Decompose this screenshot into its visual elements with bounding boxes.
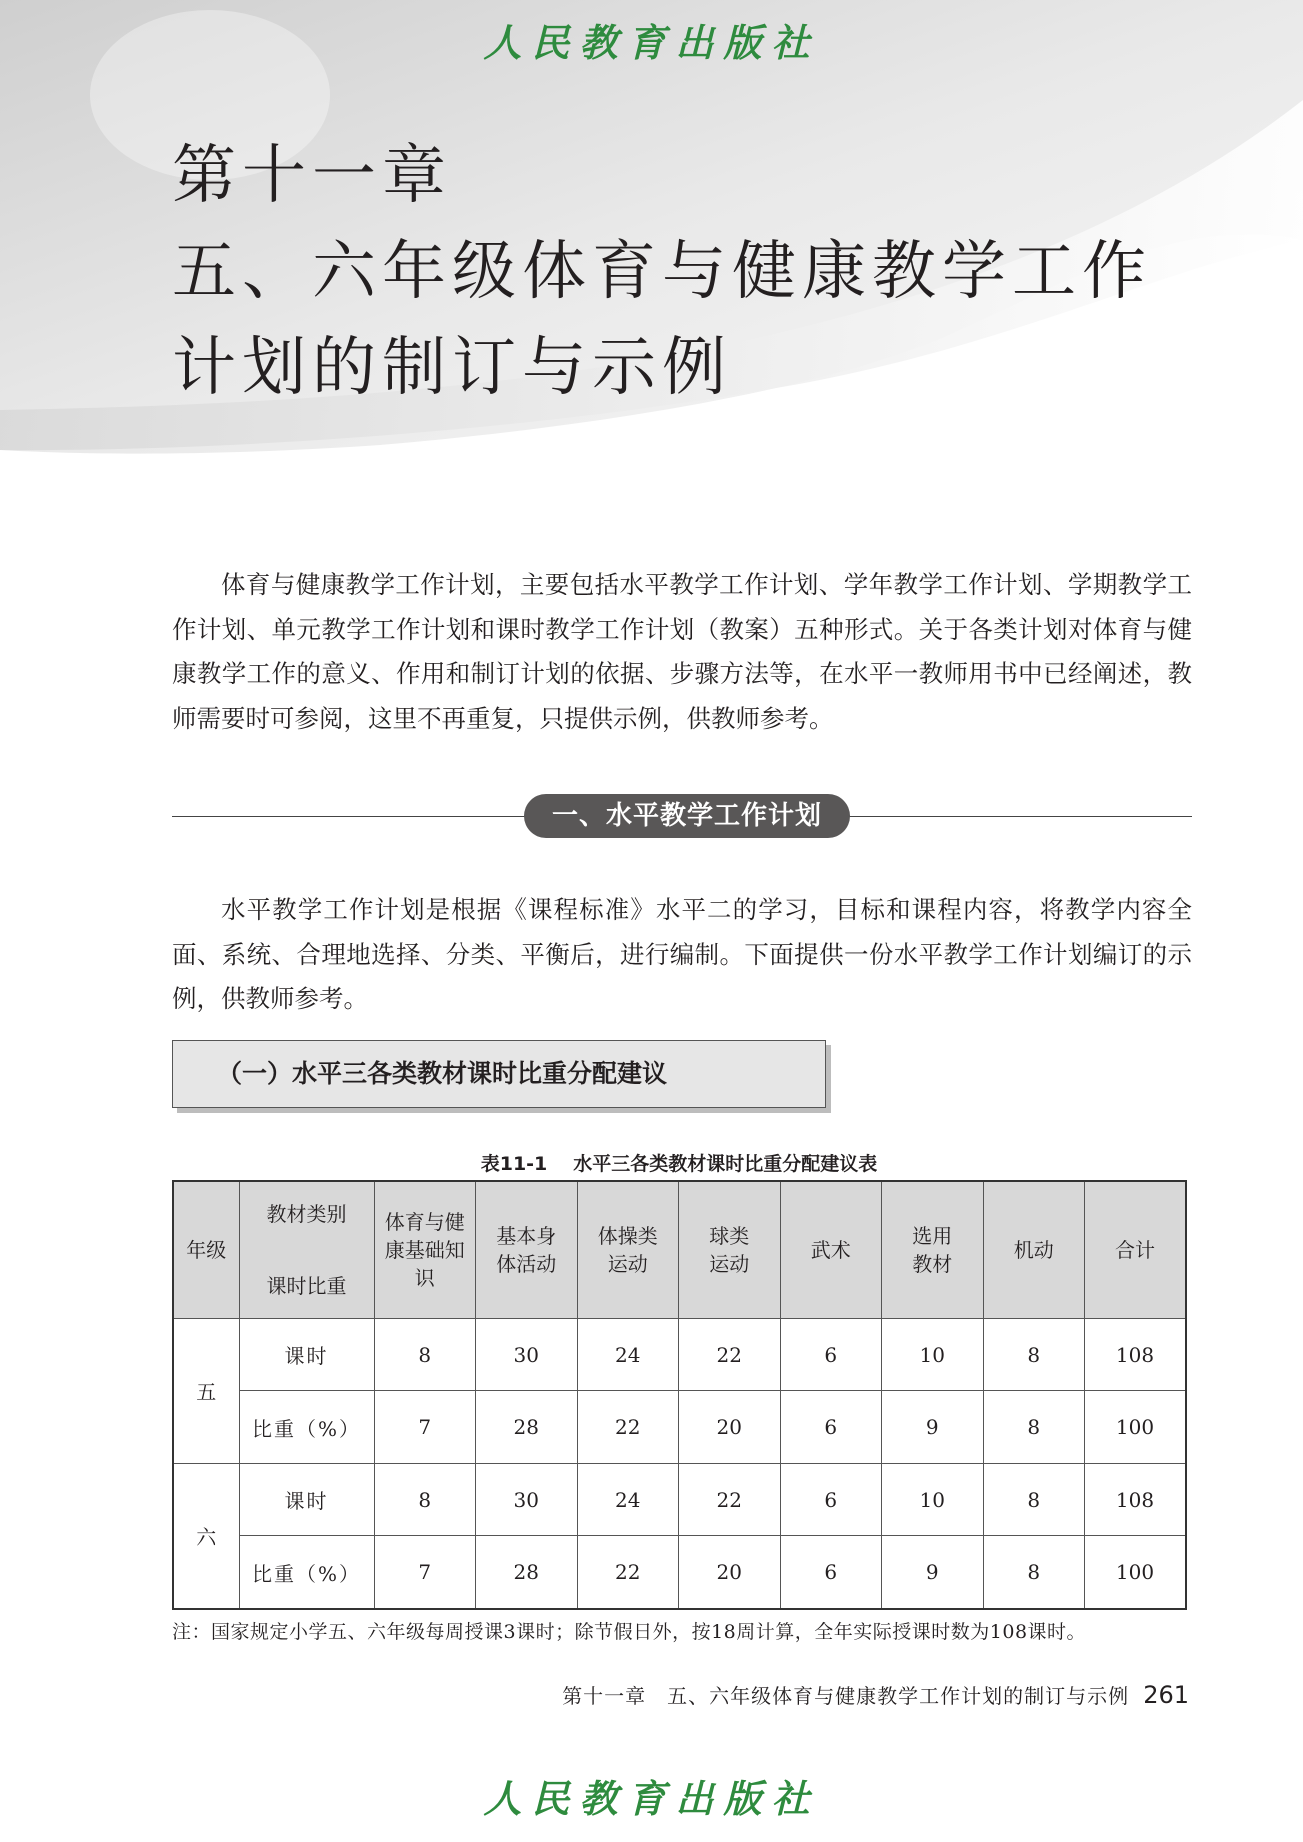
value-cell: 22: [679, 1319, 781, 1391]
grade-cell: 六: [173, 1463, 239, 1609]
value-cell: 8: [374, 1463, 476, 1535]
value-cell: 28: [476, 1536, 578, 1609]
table-caption: [172, 1149, 1186, 1176]
table-header-row: [173, 1181, 1186, 1319]
metric-cell: 比重（%）: [239, 1391, 374, 1463]
table-row: [173, 1391, 1186, 1463]
header-col: 合计: [1085, 1181, 1187, 1319]
chapter-title-line2: 计划的制订与示例: [172, 331, 732, 405]
value-cell: 24: [577, 1319, 679, 1391]
table-title: 水平三各类教材课时比重分配建议表: [573, 1153, 878, 1175]
value-cell: 22: [577, 1536, 679, 1609]
value-cell: 22: [679, 1463, 781, 1535]
publisher-logo-bottom: 人民教育出版社: [483, 1776, 820, 1821]
value-cell: 22: [577, 1391, 679, 1463]
header-col: 武术: [780, 1181, 882, 1319]
metric-cell: 课时: [239, 1319, 374, 1391]
subsection-heading-box: [172, 1040, 826, 1108]
value-cell: 7: [374, 1536, 476, 1609]
header-category-top: 教材类别: [266, 1202, 347, 1226]
running-title: 第十一章 五、六年级体育与健康教学工作计划的制订与示例: [562, 1684, 1130, 1708]
allocation-table: [172, 1180, 1187, 1610]
value-cell: 9: [882, 1536, 984, 1609]
table-row: [173, 1319, 1186, 1391]
value-cell: 8: [374, 1319, 476, 1391]
chapter-title: [172, 128, 1152, 416]
value-cell: 20: [679, 1536, 781, 1609]
value-cell: 6: [780, 1319, 882, 1391]
metric-cell: 比重（%）: [239, 1536, 374, 1609]
value-cell: 100: [1085, 1391, 1187, 1463]
value-cell: 30: [476, 1319, 578, 1391]
value-cell: 7: [374, 1391, 476, 1463]
value-cell: 9: [882, 1391, 984, 1463]
section-paragraph: 水平教学工作计划是根据《课程标准》水平二的学习，目标和课程内容，将教学内容全面、系统、合理地选择、分类、平衡后，进行编制。下面提供一份水平教学工作计划编订的示例，供教师参考。: [172, 895, 1192, 1013]
chapter-title-line1: 五、六年级体育与健康教学工作: [172, 235, 1152, 309]
value-cell: 108: [1085, 1463, 1187, 1535]
header-col: 球类运动: [679, 1181, 781, 1319]
header-col: 体操类运动: [577, 1181, 679, 1319]
value-cell: 20: [679, 1391, 781, 1463]
value-cell: 108: [1085, 1319, 1187, 1391]
header-category: [239, 1181, 374, 1319]
value-cell: 30: [476, 1463, 578, 1535]
table-row: [173, 1463, 1186, 1535]
value-cell: 6: [780, 1536, 882, 1609]
header-category-bottom: 课时比重: [266, 1274, 347, 1298]
value-cell: 28: [476, 1391, 578, 1463]
grade-cell: 五: [173, 1319, 239, 1464]
header-col: 选用教材: [882, 1181, 984, 1319]
section-heading: 一、水平教学工作计划: [524, 794, 850, 838]
value-cell: 100: [1085, 1536, 1187, 1609]
value-cell: 10: [882, 1463, 984, 1535]
metric-cell: 课时: [239, 1463, 374, 1535]
chapter-label: 第十一章: [172, 139, 452, 213]
table-note: 注：国家规定小学五、六年级每周授课3课时；除节假日外，按18周计算，全年实际授课时数为108课时。: [172, 1621, 1087, 1643]
value-cell: 24: [577, 1463, 679, 1535]
subsection-heading: （一）水平三各类教材课时比重分配建议: [217, 1059, 668, 1088]
value-cell: 8: [983, 1463, 1085, 1535]
value-cell: 8: [983, 1391, 1085, 1463]
table-number: 表11-1: [480, 1153, 548, 1175]
header-col: 机动: [983, 1181, 1085, 1319]
value-cell: 8: [983, 1536, 1085, 1609]
header-col: 基本身体活动: [476, 1181, 578, 1319]
value-cell: 6: [780, 1463, 882, 1535]
running-footer: [562, 1680, 1189, 1709]
value-cell: 6: [780, 1391, 882, 1463]
table-row: [173, 1536, 1186, 1609]
publisher-logo: 人民教育出版社: [483, 20, 820, 65]
page-number: 261: [1143, 1681, 1189, 1709]
header-grade: 年级: [173, 1181, 239, 1319]
header-col: 体育与健康基础知识: [374, 1181, 476, 1319]
value-cell: 10: [882, 1319, 984, 1391]
value-cell: 8: [983, 1319, 1085, 1391]
intro-paragraph: 体育与健康教学工作计划，主要包括水平教学工作计划、学年教学工作计划、学期教学工作计划、单元教学工作计划和课时教学工作计划（教案）五种形式。关于各类计划对体育与健康教学工作的意义、作用和制订计划的依据、步骤方法等，在水平一教师用书中已经阐述，教师需要时可参阅，这里不再重复，只提供示例，供教师参考。: [172, 570, 1192, 733]
